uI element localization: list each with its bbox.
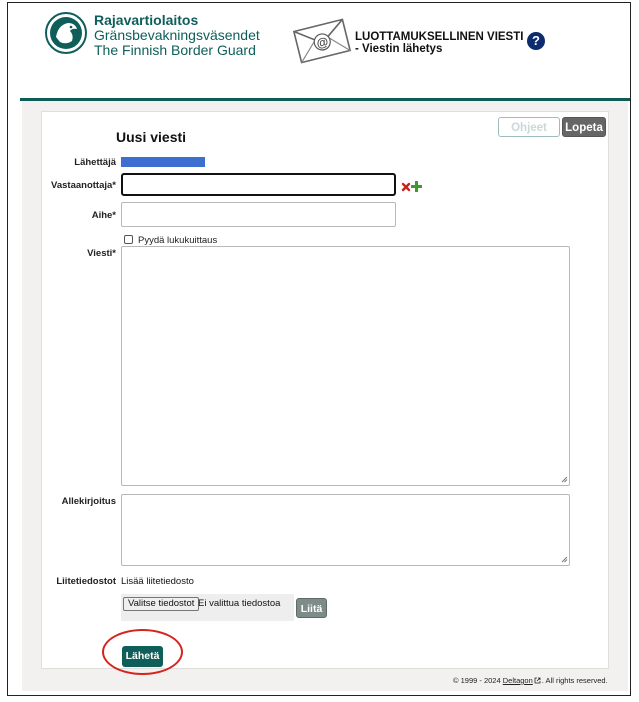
no-file-selected-text: Ei valittua tiedostoa [198,598,281,609]
footer [453,676,608,685]
read-receipt-checkbox[interactable] [124,235,133,244]
header-title [355,31,523,55]
external-link-icon [534,677,541,684]
border-guard-seal-logo [44,11,88,55]
header-subtitle: - Viestin lähetys [355,43,443,55]
sender-label: Lähettäjä [74,157,116,168]
svg-text:@: @ [314,34,330,51]
read-receipt-label: Pyydä lukukuittaus [138,235,218,246]
copyright-text: © 1999 - 2024 [453,676,501,685]
signature-textarea[interactable] [121,494,570,566]
org-name-english: The Finnish Border Guard [94,42,256,58]
add-attachment-label: Lisää liitetiedosto [121,576,194,587]
recipient-label: Vastaanottaja* [51,180,116,191]
help-button[interactable]: Ohjeet [498,117,560,137]
org-name-finnish: Rajavartiolaitos [94,12,199,28]
page-frame [7,2,631,696]
quit-button[interactable]: Lopeta [562,117,606,137]
header [8,3,630,99]
deltagon-link[interactable]: Deltagon [502,676,533,685]
add-recipient-icon[interactable] [411,181,422,192]
signature-label: Allekirjoitus [61,496,116,507]
secure-mail-envelope-icon [291,17,353,65]
attach-button[interactable]: Liitä [296,598,327,618]
org-name-swedish: Gränsbevakningsväsendet [94,27,260,43]
header-title-main: LUOTTAMUKSELLINEN VIESTI [355,31,524,43]
choose-files-button[interactable]: Valitse tiedostot [123,597,199,611]
message-resize-grip-icon[interactable] [561,476,568,483]
subject-label: Aihe* [91,210,116,221]
sender-value-redacted [121,157,205,167]
message-label: Viesti* [87,248,116,259]
organization-name [94,13,260,58]
attachments-label: Liitetiedostot [56,576,116,587]
subject-input[interactable] [121,202,396,227]
remove-recipient-icon[interactable] [401,182,411,192]
rights-text: . All rights reserved. [541,676,608,685]
page-title: Uusi viesti [116,129,187,145]
signature-resize-grip-icon[interactable] [561,556,568,563]
send-button[interactable]: Lähetä [122,646,163,667]
recipient-input[interactable] [121,173,396,196]
help-icon[interactable]: ? [527,32,545,50]
message-textarea[interactable] [121,246,570,486]
